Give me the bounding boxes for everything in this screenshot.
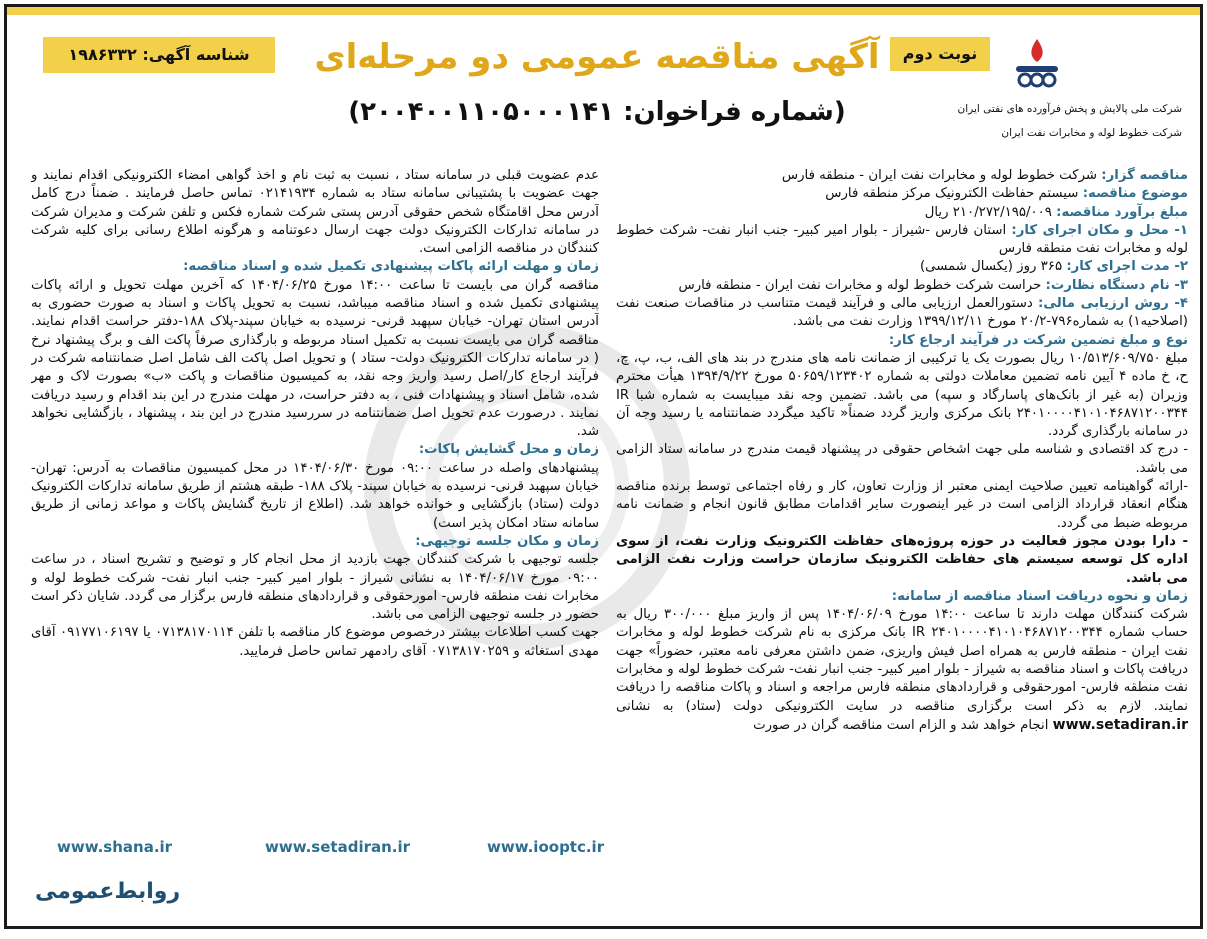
- evaluation-row: ۴- روش ارزیابی مالی: دستورالعمل ارزیابی مالی و فرآیند قیمت متناسب در مناقصات صنعت نفت (اصلاحیه۱) به شماره۷۹۶-۲۰/۲ مورخ ۱۳۹۹/۱۲/۱۱ وزارت نفت می باشد.: [616, 296, 1188, 330]
- submission-heading: زمان و مهلت ارائه پاکات پیشنهادی تکمیل شده و اسناد مناقصه:: [183, 259, 599, 275]
- websites-row: [47, 838, 605, 860]
- public-relations-signature: روابط‌عمومی: [35, 879, 181, 904]
- duration-row: ۲- مدت اجرای کار: ۳۶۵ روز (یکسال شمسی): [919, 259, 1188, 275]
- estimate-row: مبلغ برآورد مناقصه: ۲۱۰/۲۷۲/۱۹۵/۰۰۹ ریال: [924, 204, 1188, 220]
- tenderer-row: مناقصه گزار: شرکت خطوط لوله و مخابرات نفت ایران - منطقه فارس: [781, 168, 1188, 183]
- supervisor-row: ۳- نام دستگاه نظارت: حراست شرکت خطوط لوله و مخابرات نفت ایران - منطقه فارس: [678, 277, 1188, 293]
- membership-text: عدم عضویت قبلی در سامانه ستاد ، نسبت به ثبت نام و اخذ گواهی امضاء الکترونیکی اقدام نمایند و جهت عضویت با پشتیبانی سامانه ستاد به شماره ۰۲۱۴۱۹۳۴ تماس حاصل فرمایند . ضمناً درج کامل آدرس محل اقامتگاه شخص حقوقی آدرس پستی شرکت شماره فکس و تلفن شرکت و مدیران شرکت در سامانه تدارکات الکترونیک دولت جهت ارسال دعوتنامه و هرگونه اطلاع رسانی برای کلیه شرکت کنندگان در مناقصه الزامی است.: [31, 168, 599, 257]
- opening-text: پیشنهادهای واصله در ساعت ۰۹:۰۰ مورخ ۱۴۰۴/۰۶/۳۰ در محل کمیسیون مناقصات به آدرس: تهران- خیابان سپهبد قرنی- نرسیده به خیابان سپند- پلاک ۱۸۸- طبقه هشتم از طریق سامانه تدارکات الکترونیک دولت (ستاد) بازگشایی و خوانده خواهد شد. (اطلاع از تاریخ گشایش پاکات و مواعد زمانی از طریق سامانه ستاد امکان پذیر است): [31, 460, 599, 531]
- company-logo-icon: [1012, 37, 1062, 89]
- license-text: - دارا بودن مجوز فعالیت در حوزه پروژه‌های حفاظت الکترونیک وزارت نفت، از سوی اداره کل توسعه سیستم های حفاظت الکترونیک سازمان حراست وزارت نفت الزامی می باشد.: [616, 533, 1188, 586]
- ad-id-badge: شناسه آگهی: ۱۹۸۶۳۳۲: [43, 37, 275, 73]
- location-row: ۱- محل و مکان اجرای کار: استان فارس -شیراز - بلوار امیر کبیر- جنب انبار نفت- شرکت خطوط لوله و مخابرات نفت منطقه فارس: [616, 222, 1188, 257]
- submission-text: مناقصه گران می بایست تا ساعت ۱۴:۰۰ مورخ ۱۴۰۴/۰۶/۲۵ که آخرین مهلت تحویل و ارائه پاکات پیشنهادی تکمیل شده و اسناد مناقصه میباشد، نسبت به تحویل پاکات و اسناد به صورت حضوری به آدرس استان تهران- خیابان سپهبد قرنی- نرسیده به خیابان سپند-پلاک ۱۸۸-دفتر حراست اقدام نمایند. مناقصه گران می بایست نسبت به تکمیل اسناد مربوطه و بارگذاری صرفاً پاکت الف و برگ پیشنهاد نرخ ( در سامانه تدارکات الکترونیک دولت- ستاد ) و تحویل اصل پاکت الف شامل اصل ضمانتنامه شرکت در فرآیند ارجاع کار/اصل رسید واریز وجه نقد، به کمیسیون مناقصات و پاکت «ب» بصورت لاک و مهر شده، شامل اسناد و پیشنهادات فنی ، به دفتر حراست، در مهلت مندرج در این بند اقدام و رسید دریافت نمایند . درصورت عدم تحویل اصل ضمانتنامه در سررسید مندرج در این بند ، پیشنهاد ، بازگشایی نخواهد شد.: [31, 277, 599, 440]
- contact-text: جهت کسب اطلاعات بیشتر درخصوص موضوع کار مناقصه با تلفن ۰۷۱۳۸۱۷۰۱۱۴ یا ۰۹۱۷۷۱۰۶۱۹۷ آقای مهدی استغاثه و ۰۷۱۳۸۱۷۰۲۵۹ آقای رادمهر تماس حاصل فرمایید.: [31, 625, 599, 659]
- briefing-heading: زمان و مکان جلسه توجیهی:: [415, 533, 599, 549]
- documents-heading: زمان و نحوه دریافت اسناد مناقصه از سامانه:: [891, 588, 1188, 604]
- round-badge: نوبت دوم: [890, 37, 990, 71]
- notice-title: آگهی مناقصه عمومی دو مرحله‌ای: [314, 37, 880, 77]
- opening-heading: زمان و محل گشایش پاکات:: [418, 442, 599, 458]
- subject-row: موضوع مناقصه: سیستم حفاظت الکترونیک مرکز منطقه فارس: [825, 186, 1188, 202]
- safety-cert-text: -ارائه گواهینامه تعیین صلاحیت ایمنی معتبر از وزارت تعاون، کار و رفاه اجتماعی توسط برنده مناقصه هنگام انعقاد قرارداد الزامی است در غیر اینصورت سایر اقدامات مطابق قانون انجام و ضمانت نامه مربوطه ضبط می گردد.: [616, 479, 1188, 531]
- company-name-1: شرکت ملی پالایش و پخش فرآورده های نفتی ایران: [957, 103, 1182, 115]
- call-number: (شماره فراخوان: ۲۰۰۴۰۰۱۱۰۵۰۰۰۱۴۱): [348, 97, 846, 127]
- left-column: [31, 167, 599, 843]
- guarantee-heading: نوع و مبلغ تضمین شرکت در فرآیند ارجاع کار:: [888, 332, 1188, 348]
- website-setadiran[interactable]: www.setadiran.ir: [265, 838, 411, 856]
- guarantee-text: مبلغ ۱۰/۵۱۳/۶۰۹/۷۵۰ ریال بصورت یک یا ترکیبی از ضمانت نامه های مندرج در بند های الف، ب، پ، چ، ح، خ ماده ۴ آیین نامه تضمین معاملات دولتی به شماره ۵۰۶۵۹/۱۲۳۴۰۲ مورخ ۱۳۹۴/۹/۲۲ هیأت محترم وزیران (به غیر از بانک‌های پاسارگاد و سپه) می باشد. تضمین وجه نقد میبایست به شماره شبا IR ۲۴۰۱۰۰۰۰۴۱۰۱۰۴۶۸۷۱۲۰۰۳۴۴ بانک مرکزی واریز گردد ضمناً« تاکید میگردد ضمانتنامه یا رسید وجه آن در سامانه بارگذاری گردد.: [616, 350, 1188, 440]
- right-column: [616, 167, 1188, 919]
- documents-text: شرکت کنندگان مهلت دارند تا ساعت ۱۴:۰۰ مورخ ۱۴۰۴/۰۶/۰۹ پس از واریز مبلغ ۳۰۰/۰۰۰ ریال به حساب شماره IR ۲۴۰۱۰۰۰۰۴۱۰۱۰۴۶۸۷۱۲۰۰۳۴۴ بانک مرکزی به نام شرکت خطوط لوله و مخابرات نفت ایران - منطقه فارس به همراه اصل فیش واریزی، ضمن داشتن معرفی نامه معتبر، حضوراً» جهت دریافت پاکات و اسناد مناقصه به شیراز - بلوار امیر کبیر- جنب انبار نفت- شرکت خطوط لوله و مخابرات نفت منطقه فارس- امورحقوقی و قراردادهای منطقه فارس مراجعه و اسناد و پاکات مناقصه را دریافت نمایند. لازم به ذکر است برگزاری مناقصه در سایت الکترونیکی دولت (ستاد) به نشانی www.setadiran.ir انجام خواهد شد و الزام است مناقصه گران در صورت: [616, 607, 1188, 733]
- website-iooptc[interactable]: www.iooptc.ir: [487, 838, 605, 856]
- briefing-text: جلسه توجیهی با شرکت کنندگان جهت بازدید از محل انجام کار و توضیح و تشریح اسناد ، در ساعت ۰۹:۰۰ مورخ ۱۴۰۴/۰۶/۱۷ به نشانی شیراز - بلوار امیر کبیر- جنب انبار نفت- شرکت خطوط لوله و مخابرات نفت منطقه فارس- امورحقوقی و قراردادهای منطقه فارس برگزار می گردد. شایان ذکر است حضور در جلسه توجیهی الزامی می باشد.: [31, 552, 599, 623]
- setad-link[interactable]: www.setadiran.ir: [1052, 716, 1188, 733]
- company-name-2: شرکت خطوط لوله و مخابرات نفت ایران: [1001, 127, 1182, 139]
- economic-code-text: - درج کد اقتصادی و شناسه ملی جهت اشخاص حقوقی در پیشنهاد قیمت مندرج در سامانه ستاد الزامی می باشد.: [616, 442, 1188, 476]
- website-shana[interactable]: www.shana.ir: [57, 838, 173, 856]
- tender-notice: [4, 4, 1203, 929]
